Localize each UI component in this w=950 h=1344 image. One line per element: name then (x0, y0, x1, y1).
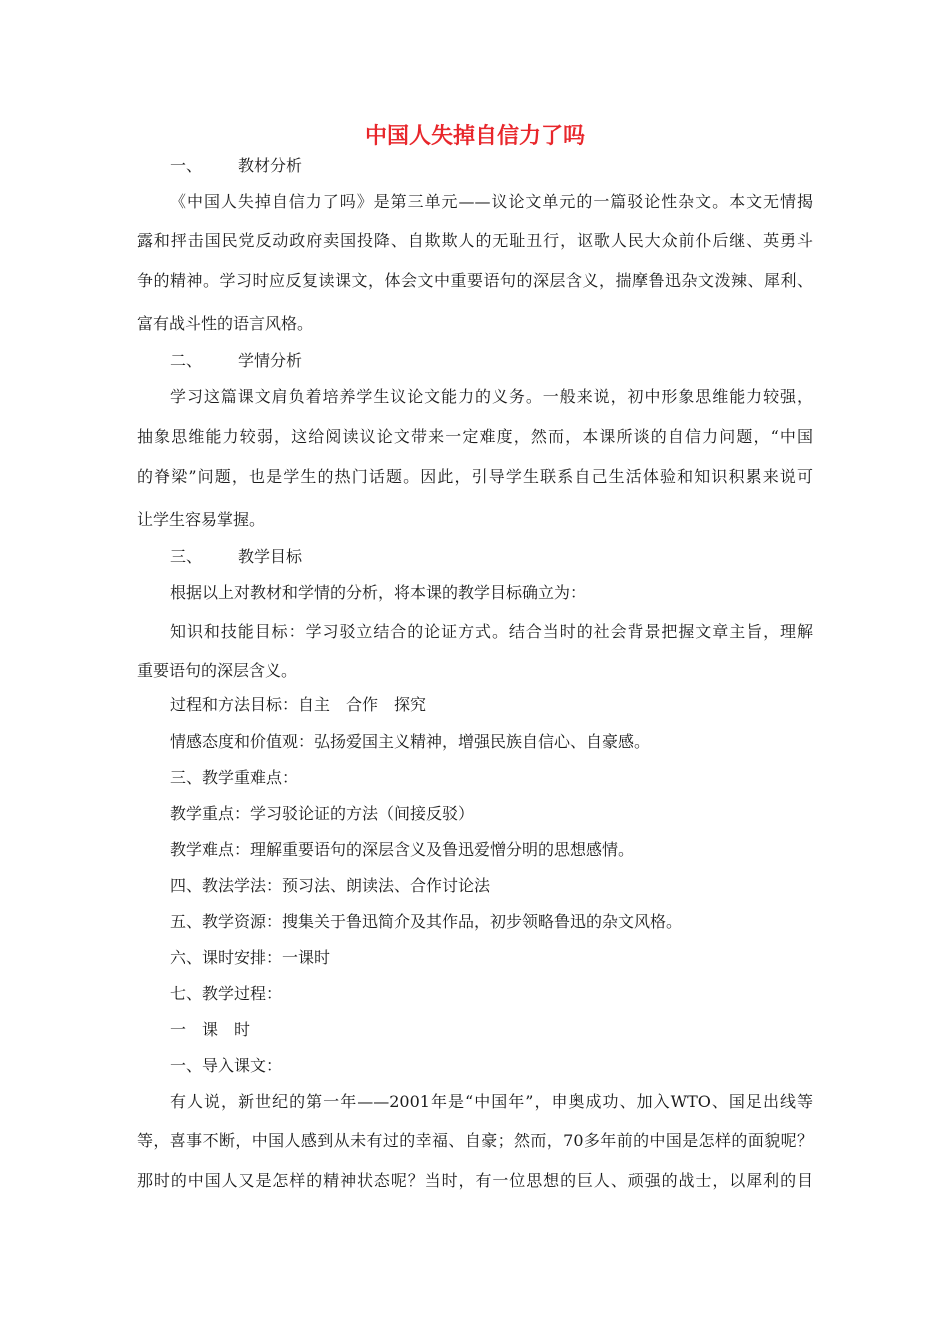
section-number: 三、 (170, 547, 203, 566)
section-heading: 一 课 时 (170, 1020, 251, 1039)
paragraph-line: 知识和技能目标：学习驳立结合的论证方式。结合当时的社会背景把握文章主旨，理解 (170, 622, 813, 641)
section-heading: 五、教学资源：搜集关于鲁迅简介及其作品，初步领略鲁迅的杂文风格。 (170, 912, 683, 931)
paragraph-line: 学习这篇课文肩负着培养学生议论文能力的义务。一般来说，初中形象思维能力较强， (170, 387, 813, 406)
section-heading: 教学目标 (238, 547, 303, 566)
paragraph-line: 教学难点：理解重要语句的深层含义及鲁迅爱憎分明的思想感情。 (170, 840, 635, 859)
paragraph-line: 教学重点：学习驳论证的方法（间接反驳） (170, 804, 475, 823)
section-heading: 一、导入课文： (170, 1056, 283, 1075)
paragraph-line: 等，喜事不断，中国人感到从未有过的幸福、自豪；然而，70多年前的中国是怎样的面貌呢？ (137, 1131, 813, 1150)
paragraph-line: 《中国人失掉自信力了吗》是第三单元——议论文单元的一篇驳论性杂文。本文无情揭 (170, 192, 813, 211)
section-heading: 七、教学过程： (170, 984, 283, 1003)
paragraph-line: 根据以上对教材和学情的分析，将本课的教学目标确立为： (170, 583, 587, 602)
paragraph-line: 争的精神。学习时应反复读课文，体会文中重要语句的深层含义，揣摩鲁迅杂文泼辣、犀利、 (137, 271, 813, 290)
section-heading: 三、教学重难点： (170, 768, 299, 787)
paragraph-line: 情感态度和价值观：弘扬爱国主义精神，增强民族自信心、自豪感。 (170, 732, 651, 751)
section-number: 二、 (170, 351, 203, 370)
section-heading: 六、课时安排：一课时 (170, 948, 331, 967)
paragraph-line: 抽象思维能力较弱，这给阅读议论文带来一定难度，然而，本课所谈的自信力问题，“中国 (137, 427, 813, 446)
section-heading: 学情分析 (238, 351, 303, 370)
section-heading: 教材分析 (238, 156, 303, 175)
paragraph-line: 那时的中国人又是怎样的精神状态呢？当时，有一位思想的巨人、顽强的战士，以犀利的目 (137, 1171, 813, 1190)
paragraph-line: 的脊梁”问题，也是学生的热门话题。因此，引导学生联系自己生活体验和知识积累来说可 (137, 467, 813, 486)
paragraph-line: 露和抨击国民党反动政府卖国投降、自欺欺人的无耻丑行，讴歌人民大众前仆后继、英勇斗 (137, 231, 813, 250)
paragraph-line: 过程和方法目标：自主 合作 探究 (170, 695, 427, 714)
section-number: 一、 (170, 156, 203, 175)
paragraph-line: 有人说，新世纪的第一年——2001年是“中国年”，申奥成功、加入WTO、国足出线等 (170, 1092, 813, 1111)
paragraph-line: 富有战斗性的语言风格。 (137, 314, 314, 333)
document-title: 中国人失掉自信力了吗 (364, 124, 585, 149)
paragraph-line: 重要语句的深层含义。 (137, 661, 298, 680)
paragraph-line: 让学生容易掌握。 (137, 510, 266, 529)
section-heading: 四、教法学法：预习法、朗读法、合作讨论法 (170, 876, 491, 895)
